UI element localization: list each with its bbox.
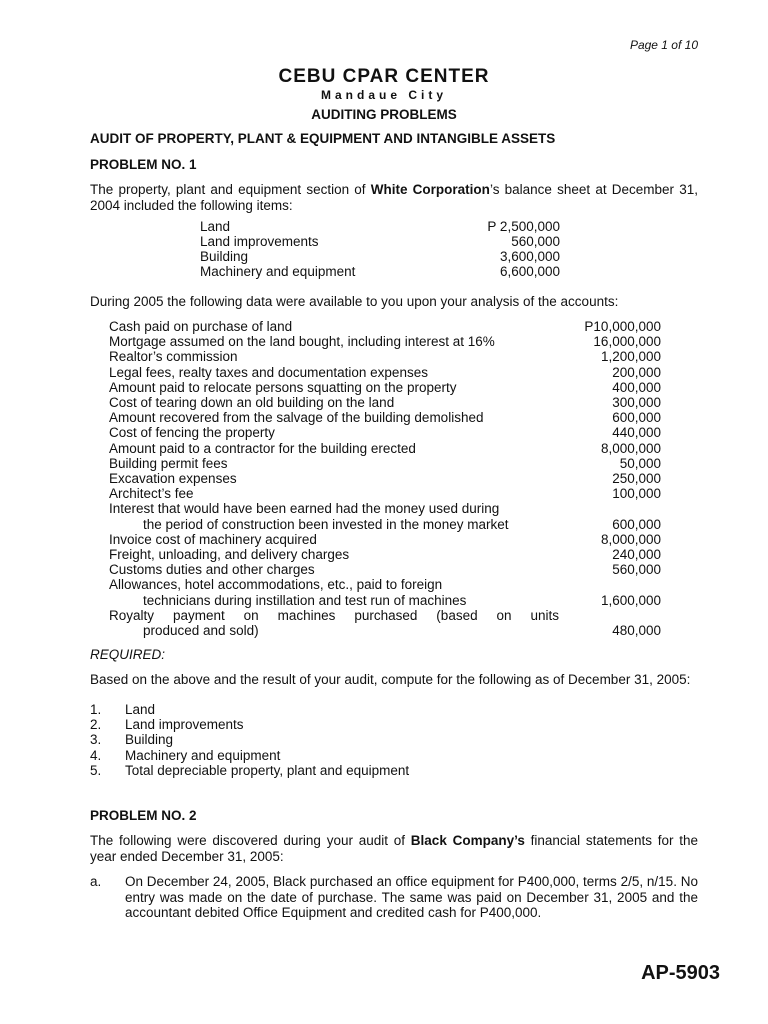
- required-item-number: 2.: [90, 717, 102, 733]
- item-value: 200,000: [612, 364, 661, 380]
- balance-label: Machinery and equipment: [200, 264, 356, 279]
- item-label: produced and sold): [143, 623, 259, 638]
- required-item: [0, 748, 768, 763]
- required-item-text: Land: [125, 702, 156, 717]
- item-row: [0, 577, 768, 592]
- item-row: [0, 365, 768, 380]
- page-number: Page 1 of 10: [629, 38, 698, 52]
- item-label: Mortgage assumed on the land bought, including interest at 16%: [109, 334, 495, 350]
- problem2-intro: [90, 833, 698, 864]
- balance-row: [0, 249, 768, 264]
- item-value: 600,000: [612, 516, 661, 532]
- document-code: AP-5903: [641, 962, 720, 984]
- item-value: 8,000,000: [600, 440, 661, 456]
- required-item-text: Machinery and equipment: [125, 747, 281, 763]
- balance-row: [0, 219, 768, 234]
- item-label: Freight, unloading, and delivery charges: [109, 547, 350, 562]
- required-item-number: 1.: [90, 702, 102, 717]
- item-label: technicians during instillation and test run of machines: [143, 592, 467, 608]
- topic-heading: AUDIT OF PROPERTY, PLANT & EQUIPMENT AND INTANGIBLE ASSETS: [90, 131, 556, 146]
- item-row: [0, 608, 768, 623]
- item-value: 1,600,000: [600, 592, 661, 608]
- item-value: 8,000,000: [600, 531, 661, 547]
- required-label: REQUIRED:: [90, 647, 166, 662]
- item-value: 300,000: [612, 395, 661, 410]
- balance-value: P 2,500,000: [487, 219, 560, 234]
- item-label: Royalty payment on machines purchased (based on units: [109, 607, 559, 623]
- item-row: [0, 349, 768, 364]
- item-row: [0, 517, 768, 532]
- required-item-number: 3.: [90, 732, 102, 748]
- problem1-intro-before: The property, plant and equipment section of: [90, 182, 371, 197]
- balance-row: [0, 234, 768, 249]
- item-value: 250,000: [612, 471, 661, 486]
- required-item: [0, 732, 768, 747]
- item-label: Customs duties and other charges: [109, 562, 315, 578]
- problem2-intro-after: financial statements for the year ended December 31, 2005:: [90, 833, 699, 864]
- item-value: 440,000: [612, 425, 661, 441]
- item-label: Legal fees, realty taxes and documentation expenses: [109, 364, 428, 380]
- item-row: [0, 441, 768, 456]
- required-item-text: Total depreciable property, plant and equipment: [125, 762, 410, 778]
- item-row: [0, 562, 768, 577]
- problem1-intro: [90, 182, 698, 213]
- problem1-heading: PROBLEM NO. 1: [90, 157, 197, 172]
- required-item: [0, 702, 768, 717]
- item-a-text: On December 24, 2005, Black purchased an office equipment for P400,000, terms 2/5, n/15. No entry was made on the date of purchase. The same was paid on December 31, 2005 and the accountant debited Office Equipment and credited cash for P400,000.: [125, 874, 698, 920]
- problem1-company: White Corporation: [370, 182, 490, 197]
- item-row: [0, 486, 768, 501]
- item-value: 480,000: [612, 623, 661, 638]
- balance-label: Land improvements: [200, 234, 319, 249]
- item-label: Cost of tearing down an old building on the land: [109, 395, 395, 410]
- required-item: [0, 763, 768, 778]
- item-label: Building permit fees: [109, 455, 228, 471]
- item-label: Amount paid to relocate persons squatting on the property: [109, 379, 457, 395]
- item-row: [0, 501, 768, 516]
- balance-label: Land: [200, 219, 231, 234]
- item-row: [0, 623, 768, 638]
- problem2-heading: PROBLEM NO. 2: [90, 808, 197, 823]
- item-row: [0, 532, 768, 547]
- item-row: [0, 319, 768, 334]
- city-name: Mandaue City: [320, 88, 447, 102]
- item-value: 560,000: [612, 562, 661, 578]
- item-label: Amount recovered from the salvage of the building demolished: [109, 410, 484, 426]
- item-label: Realtor’s commission: [109, 349, 238, 365]
- balance-label: Building: [200, 249, 249, 264]
- item-value: 600,000: [612, 410, 661, 426]
- item-row: [0, 456, 768, 471]
- item-value: P10,000,000: [584, 319, 661, 334]
- required-text: Based on the above and the result of your audit, compute for the following as of December 31, 2005:: [90, 672, 691, 687]
- center-name: CEBU CPAR CENTER: [278, 66, 490, 87]
- problem2-intro-before: The following were discovered during your audit of: [90, 833, 411, 848]
- item-row: [0, 410, 768, 425]
- item-row: [0, 380, 768, 395]
- balance-row: [0, 264, 768, 279]
- item-label: Interest that would have been earned had the money used during: [109, 501, 500, 517]
- item-row: [0, 425, 768, 440]
- item-label: Amount paid to a contractor for the building erected: [109, 440, 416, 456]
- item-row: [0, 395, 768, 410]
- data-intro: During 2005 the following data were available to you upon your analysis of the accounts:: [90, 294, 619, 309]
- item-label: Allowances, hotel accommodations, etc., paid to foreign: [109, 577, 443, 593]
- item-value: 16,000,000: [593, 334, 661, 350]
- item-row: [0, 547, 768, 562]
- item-value: 1,200,000: [600, 349, 661, 365]
- item-row: [0, 334, 768, 349]
- required-item-number: 4.: [90, 747, 102, 763]
- required-item-text: Building: [125, 732, 174, 748]
- item-row: [0, 593, 768, 608]
- item-a-letter: a.: [90, 874, 102, 889]
- item-row: [0, 471, 768, 486]
- item-value: 100,000: [612, 486, 661, 502]
- item-label: Architect’s fee: [109, 486, 194, 502]
- problem2-company: Black Company’s: [410, 833, 525, 848]
- required-item-text: Land improvements: [125, 717, 244, 733]
- item-label: Invoice cost of machinery acquired: [109, 531, 317, 547]
- item-value: 50,000: [619, 455, 661, 471]
- subject-title: AUDITING PROBLEMS: [311, 107, 457, 122]
- balance-value: 3,600,000: [499, 249, 560, 264]
- required-item: [0, 717, 768, 732]
- item-label: Cash paid on purchase of land: [109, 319, 293, 334]
- problem1-intro-after: ’s balance sheet at December 31, 2004 included the following items:: [90, 182, 699, 213]
- required-item-number: 5.: [90, 762, 102, 778]
- item-label: Excavation expenses: [109, 471, 237, 486]
- balance-value: 6,600,000: [499, 264, 560, 279]
- item-label: Cost of fencing the property: [109, 425, 275, 441]
- item-value: 400,000: [612, 379, 661, 395]
- balance-value: 560,000: [511, 234, 560, 249]
- item-label: the period of construction been invested in the money market: [143, 516, 509, 532]
- item-value: 240,000: [612, 547, 661, 562]
